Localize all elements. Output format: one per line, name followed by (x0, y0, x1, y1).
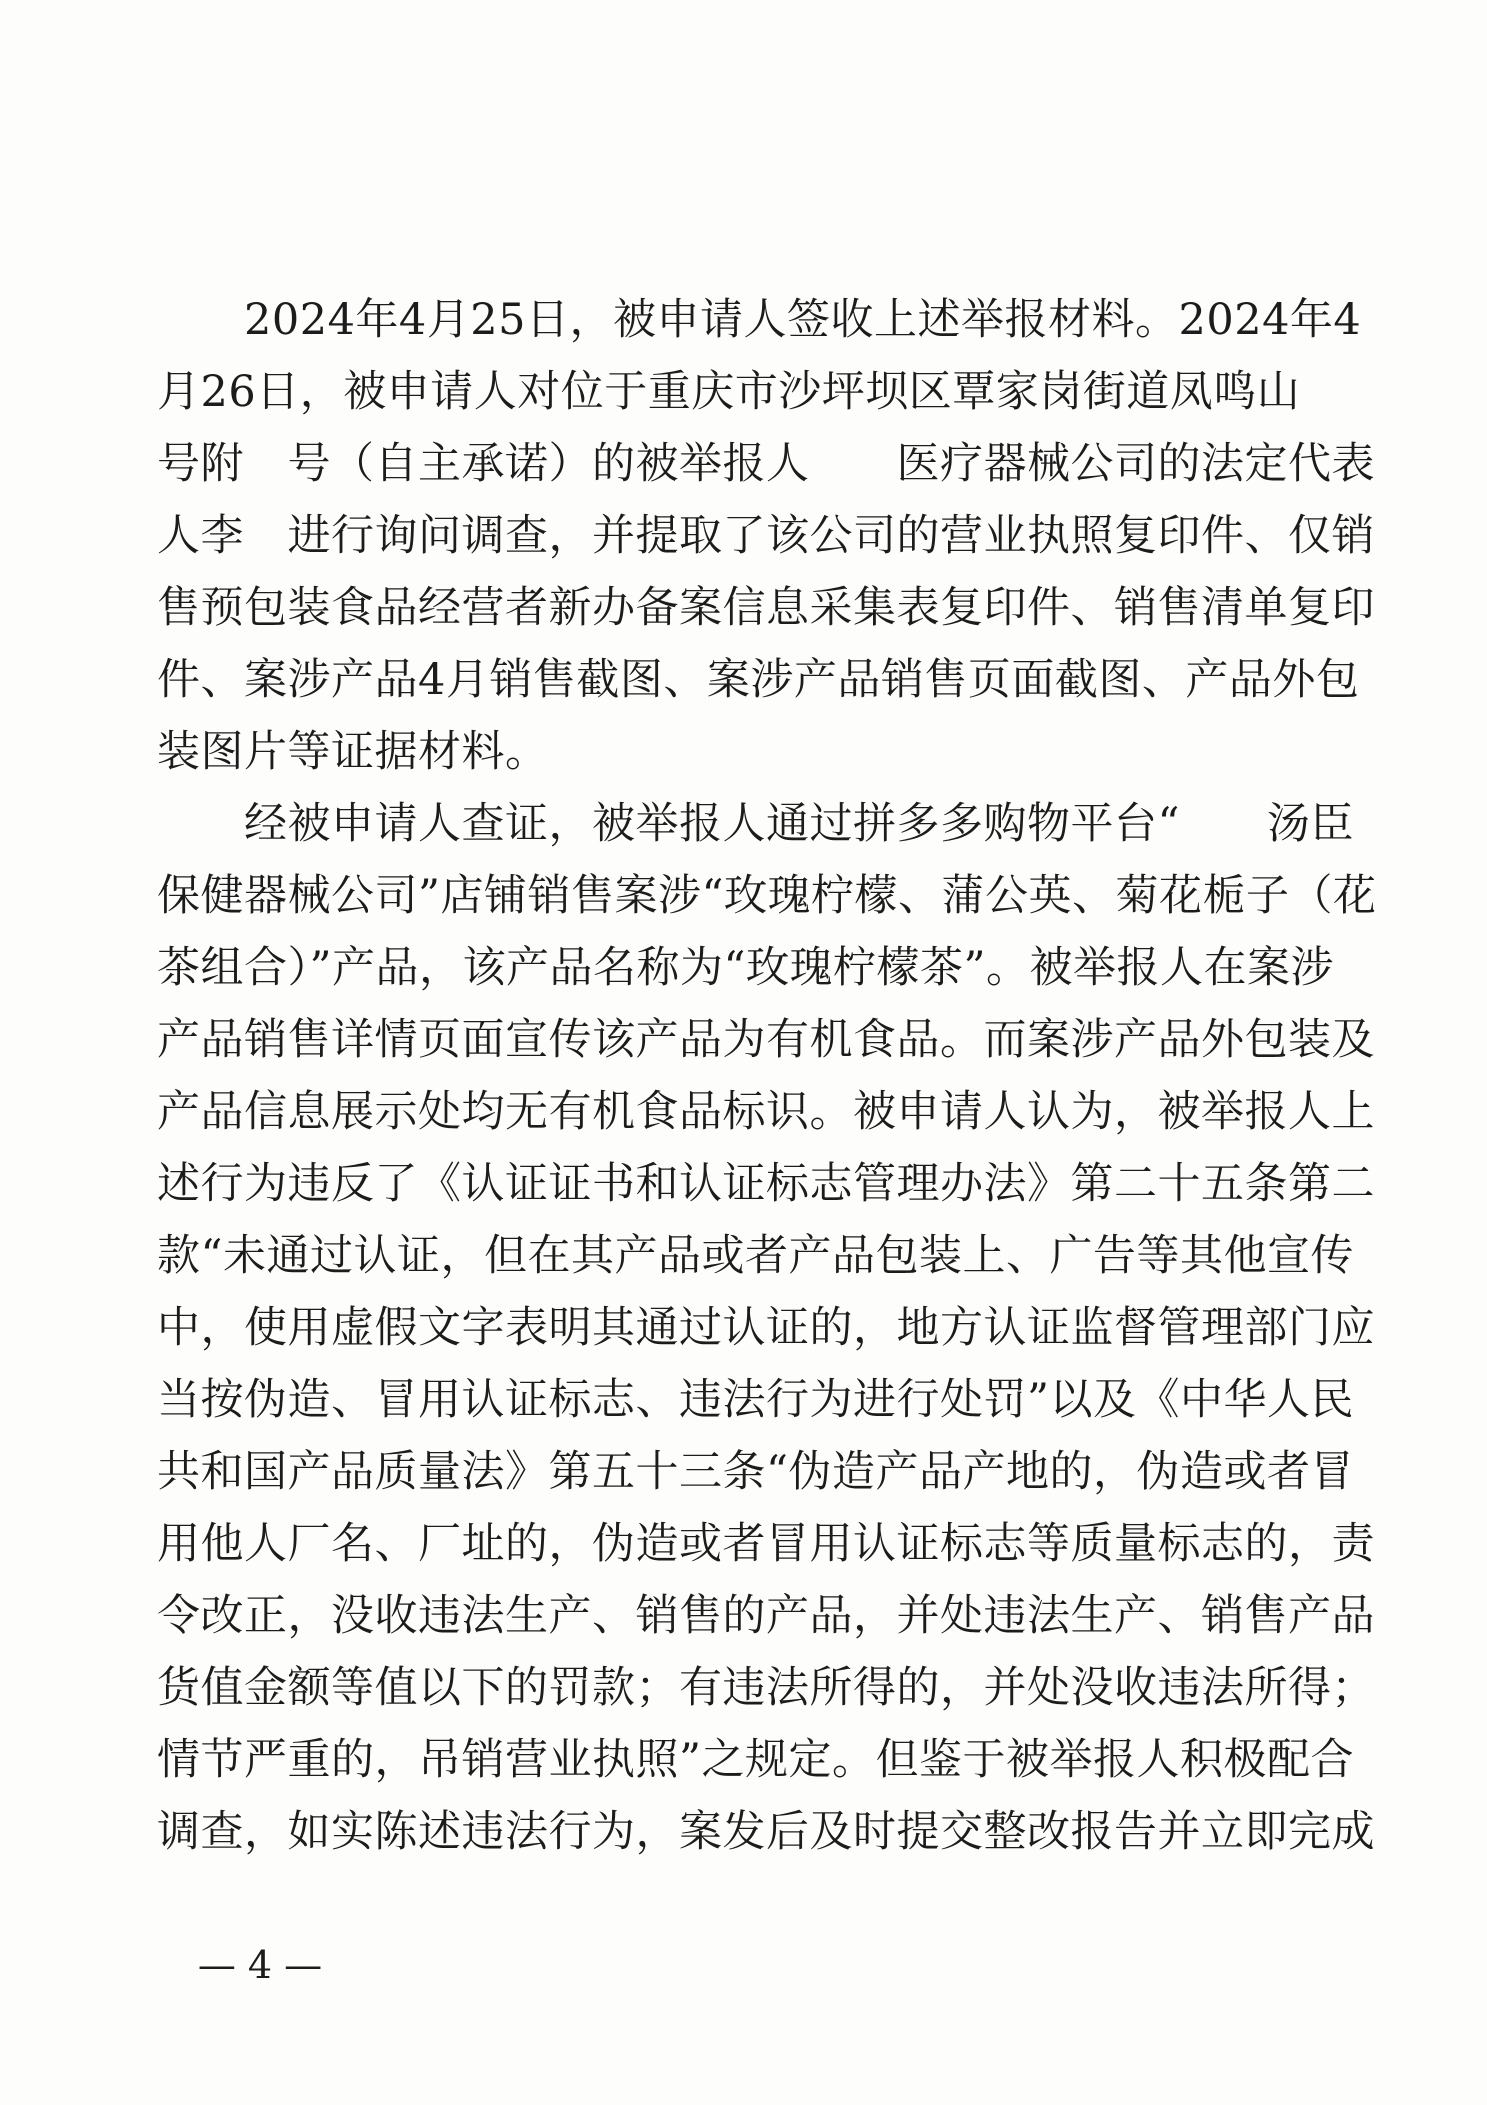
body-text-line: 产品信息展示处均无有机食品标识。被申请人认为，被举报人上 (157, 1087, 1375, 1137)
body-text-line: 保健器械公司”店铺销售案涉“玫瑰柠檬、蒲公英、菊花栀子（花 (157, 871, 1377, 921)
body-text-line: 调查，如实陈述违法行为，案发后及时提交整改报告并立即完成 (157, 1807, 1375, 1857)
body-text-line: 2024年4月25日，被申请人签收上述举报材料。2024年4 (157, 295, 1362, 345)
body-text-line: 货值金额等值以下的罚款；有违法所得的，并处没收违法所得； (157, 1663, 1375, 1713)
body-text-line: 情节严重的，吊销营业执照”之规定。但鉴于被举报人积极配合 (157, 1735, 1354, 1785)
body-text-line: 茶组合）”产品，该产品名称为“玫瑰柠檬茶”。被举报人在案涉 (157, 943, 1334, 993)
body-text-line: 当按伪造、冒用认证标志、违法行为进行处罚”以及《中华人民 (157, 1375, 1354, 1425)
body-text-line: 件、案涉产品4月销售截图、案涉产品销售页面截图、产品外包 (157, 655, 1360, 705)
body-text-line: 产品销售详情页面宣传该产品为有机食品。而案涉产品外包装及 (157, 1015, 1375, 1065)
body-text-line: 月26日，被申请人对位于重庆市沙坪坝区覃家岗街道凤鸣山 (157, 367, 1301, 417)
body-text-line: 号附 号（自主承诺）的被举报人 医疗器械公司的法定代表 (157, 439, 1375, 489)
body-text-line: 售预包装食品经营者新办备案信息采集表复印件、销售清单复印 (157, 583, 1375, 633)
body-text-line: 人李 进行询问调查，并提取了该公司的营业执照复印件、仅销 (157, 511, 1375, 561)
body-text-line: 款“未通过认证，但在其产品或者产品包装上、广告等其他宣传 (157, 1231, 1354, 1281)
body-text-line: 装图片等证据材料。 (157, 727, 549, 777)
body-text-line: 中，使用虚假文字表明其通过认证的，地方认证监督管理部门应 (157, 1303, 1375, 1353)
body-text-line: 述行为违反了《认证证书和认证标志管理办法》第二十五条第二 (157, 1159, 1375, 1209)
page-number: — 4 — (197, 1943, 323, 1987)
body-text-line: 用他人厂名、厂址的，伪造或者冒用认证标志等质量标志的，责 (157, 1519, 1375, 1569)
body-text-line: 令改正，没收违法生产、销售的产品，并处违法生产、销售产品 (157, 1591, 1375, 1641)
body-text-line: 共和国产品质量法》第五十三条“伪造产品产地的，伪造或者冒 (157, 1447, 1354, 1497)
body-text-line: 经被申请人查证，被举报人通过拼多多购物平台“ 汤臣 (157, 799, 1354, 849)
